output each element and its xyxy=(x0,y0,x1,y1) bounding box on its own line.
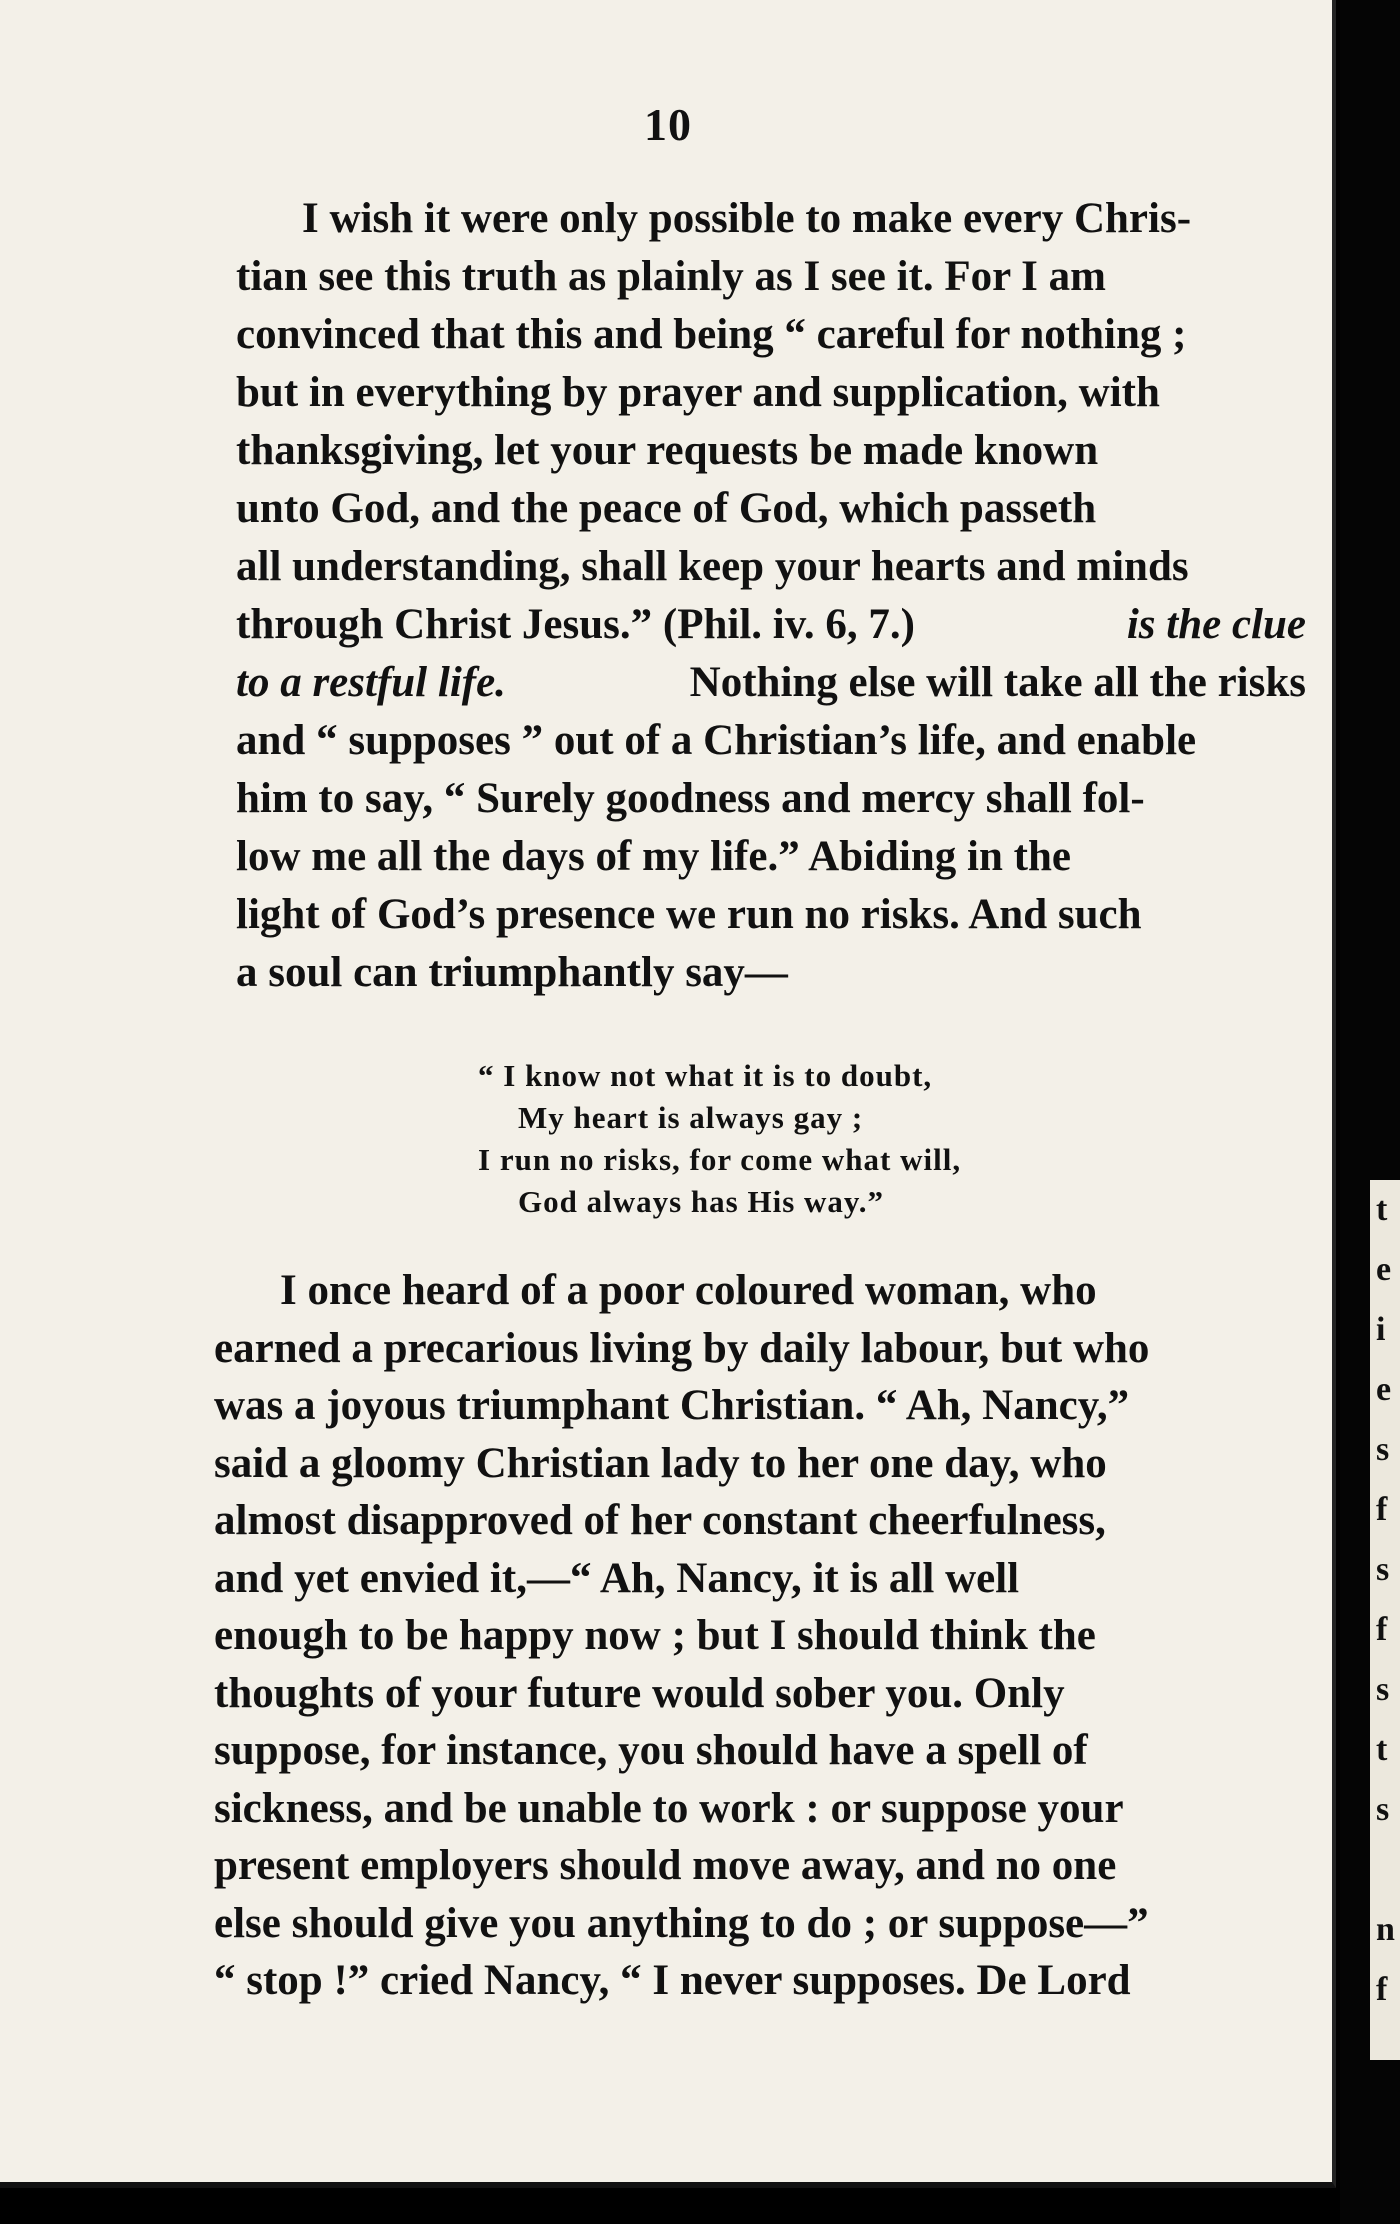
text-line-content: present employers should move away, and no one xyxy=(214,1842,1117,1889)
text-line-content: but in everything by prayer and supplication, with xyxy=(236,369,1160,416)
text-line xyxy=(214,1665,1294,1723)
text-line xyxy=(214,1837,1294,1895)
poem-line: God always has His way.” xyxy=(518,1184,884,1219)
poem-stanza xyxy=(478,1055,961,1223)
paragraph-2 xyxy=(214,1262,1294,2010)
edge-letter: e xyxy=(1376,1371,1392,1408)
edge-letter: t xyxy=(1376,1191,1388,1228)
text-line xyxy=(214,1722,1294,1780)
edge-letter: n xyxy=(1376,1911,1395,1948)
text-line xyxy=(236,248,1306,306)
text-line xyxy=(236,538,1306,596)
text-line xyxy=(236,712,1306,770)
text-line-content: I once heard of a poor coloured woman, who xyxy=(280,1267,1097,1314)
edge-letter xyxy=(1370,1840,1400,1900)
text-line-content: a soul can triumphantly say— xyxy=(236,949,788,996)
text-line xyxy=(236,654,1306,712)
text-line-content: light of God’s presence we run no risks. And such xyxy=(236,891,1142,938)
page-number: 10 xyxy=(644,99,692,150)
next-page-edge xyxy=(1370,1180,1400,2060)
text-line xyxy=(214,1607,1294,1665)
text-line xyxy=(214,1435,1294,1493)
text-line xyxy=(214,1780,1294,1838)
text-line-content: Nothing else will take all the risks xyxy=(689,659,1306,706)
text-line xyxy=(214,1895,1294,1953)
text-line-content: “ stop !” cried Nancy, “ I never supposes. De Lord xyxy=(214,1957,1131,2004)
italic-text: is the clue xyxy=(1126,601,1306,648)
text-line-content: and “ supposes ” out of a Christian’s life, and enable xyxy=(236,717,1197,764)
text-line xyxy=(236,770,1306,828)
text-line-content: him to say, “ Surely goodness and mercy shall fol- xyxy=(236,775,1145,822)
italic-text: to a restful life. xyxy=(236,659,506,706)
text-line xyxy=(236,364,1306,422)
text-line xyxy=(236,886,1306,944)
poem-line: I run no risks, for come what will, xyxy=(478,1142,962,1177)
edge-letter: s xyxy=(1376,1431,1390,1468)
text-line-content: through Christ Jesus.” (Phil. iv. 6, 7.) xyxy=(236,601,915,648)
text-line-content: convinced that this and being “ careful for nothing ; xyxy=(236,311,1187,358)
text-line xyxy=(236,190,1306,248)
text-line-content: low me all the days of my life.” Abiding in the xyxy=(236,833,1071,880)
paragraph-1 xyxy=(236,190,1306,1002)
text-line xyxy=(236,944,1306,1002)
text-line-content: almost disapproved of her constant cheerfulness, xyxy=(214,1497,1106,1544)
text-line-content: enough to be happy now ; but I should think the xyxy=(214,1612,1096,1659)
text-line xyxy=(236,828,1306,886)
text-line-content: I wish it were only possible to make every Chris- xyxy=(302,195,1192,242)
text-line xyxy=(214,1320,1294,1378)
text-line-content: else should give you anything to do ; or suppose—” xyxy=(214,1899,1149,1947)
edge-letter: e xyxy=(1376,1251,1392,1288)
edge-letter: s xyxy=(1376,1791,1390,1828)
text-line-content: said a gloomy Christian lady to her one day, who xyxy=(214,1439,1107,1487)
text-line-content: sickness, and be unable to work : or suppose your xyxy=(214,1784,1124,1832)
edge-letter: s xyxy=(1376,1551,1390,1588)
edge-letter: f xyxy=(1376,1971,1388,2008)
text-line-content: unto God, and the peace of God, which passeth xyxy=(236,485,1097,532)
text-line xyxy=(214,1262,1294,1320)
text-line-content: was a joyous triumphant Christian. “ Ah, Nancy,” xyxy=(214,1382,1130,1429)
text-line-content: thoughts of your future would sober you. Only xyxy=(214,1669,1065,1717)
text-line xyxy=(214,1550,1294,1608)
text-line xyxy=(214,1492,1294,1550)
edge-letter: f xyxy=(1376,1491,1388,1528)
text-line-content: and yet envied it,—“ Ah, Nancy, it is all well xyxy=(214,1554,1020,1602)
text-line xyxy=(214,1377,1294,1435)
text-line xyxy=(236,596,1306,654)
text-line-content: tian see this truth as plainly as I see it. For I am xyxy=(236,253,1106,300)
text-line xyxy=(236,480,1306,538)
text-line-content: suppose, for instance, you should have a spell of xyxy=(214,1727,1088,1774)
edge-letter: s xyxy=(1376,1671,1390,1708)
text-line xyxy=(214,1952,1294,2010)
edge-letter: i xyxy=(1376,1311,1386,1348)
text-line-content: earned a precarious living by daily labour, but who xyxy=(214,1324,1150,1372)
poem-line: “ I know not what it is to doubt, xyxy=(478,1058,933,1093)
edge-letter: t xyxy=(1376,1731,1388,1768)
text-line xyxy=(236,422,1306,480)
text-line-content: thanksgiving, let your requests be made known xyxy=(236,427,1099,474)
text-line xyxy=(236,306,1306,364)
text-line-content: all understanding, shall keep your hearts and minds xyxy=(236,543,1189,590)
poem-line: My heart is always gay ; xyxy=(518,1100,864,1135)
edge-letter: f xyxy=(1376,1611,1388,1648)
